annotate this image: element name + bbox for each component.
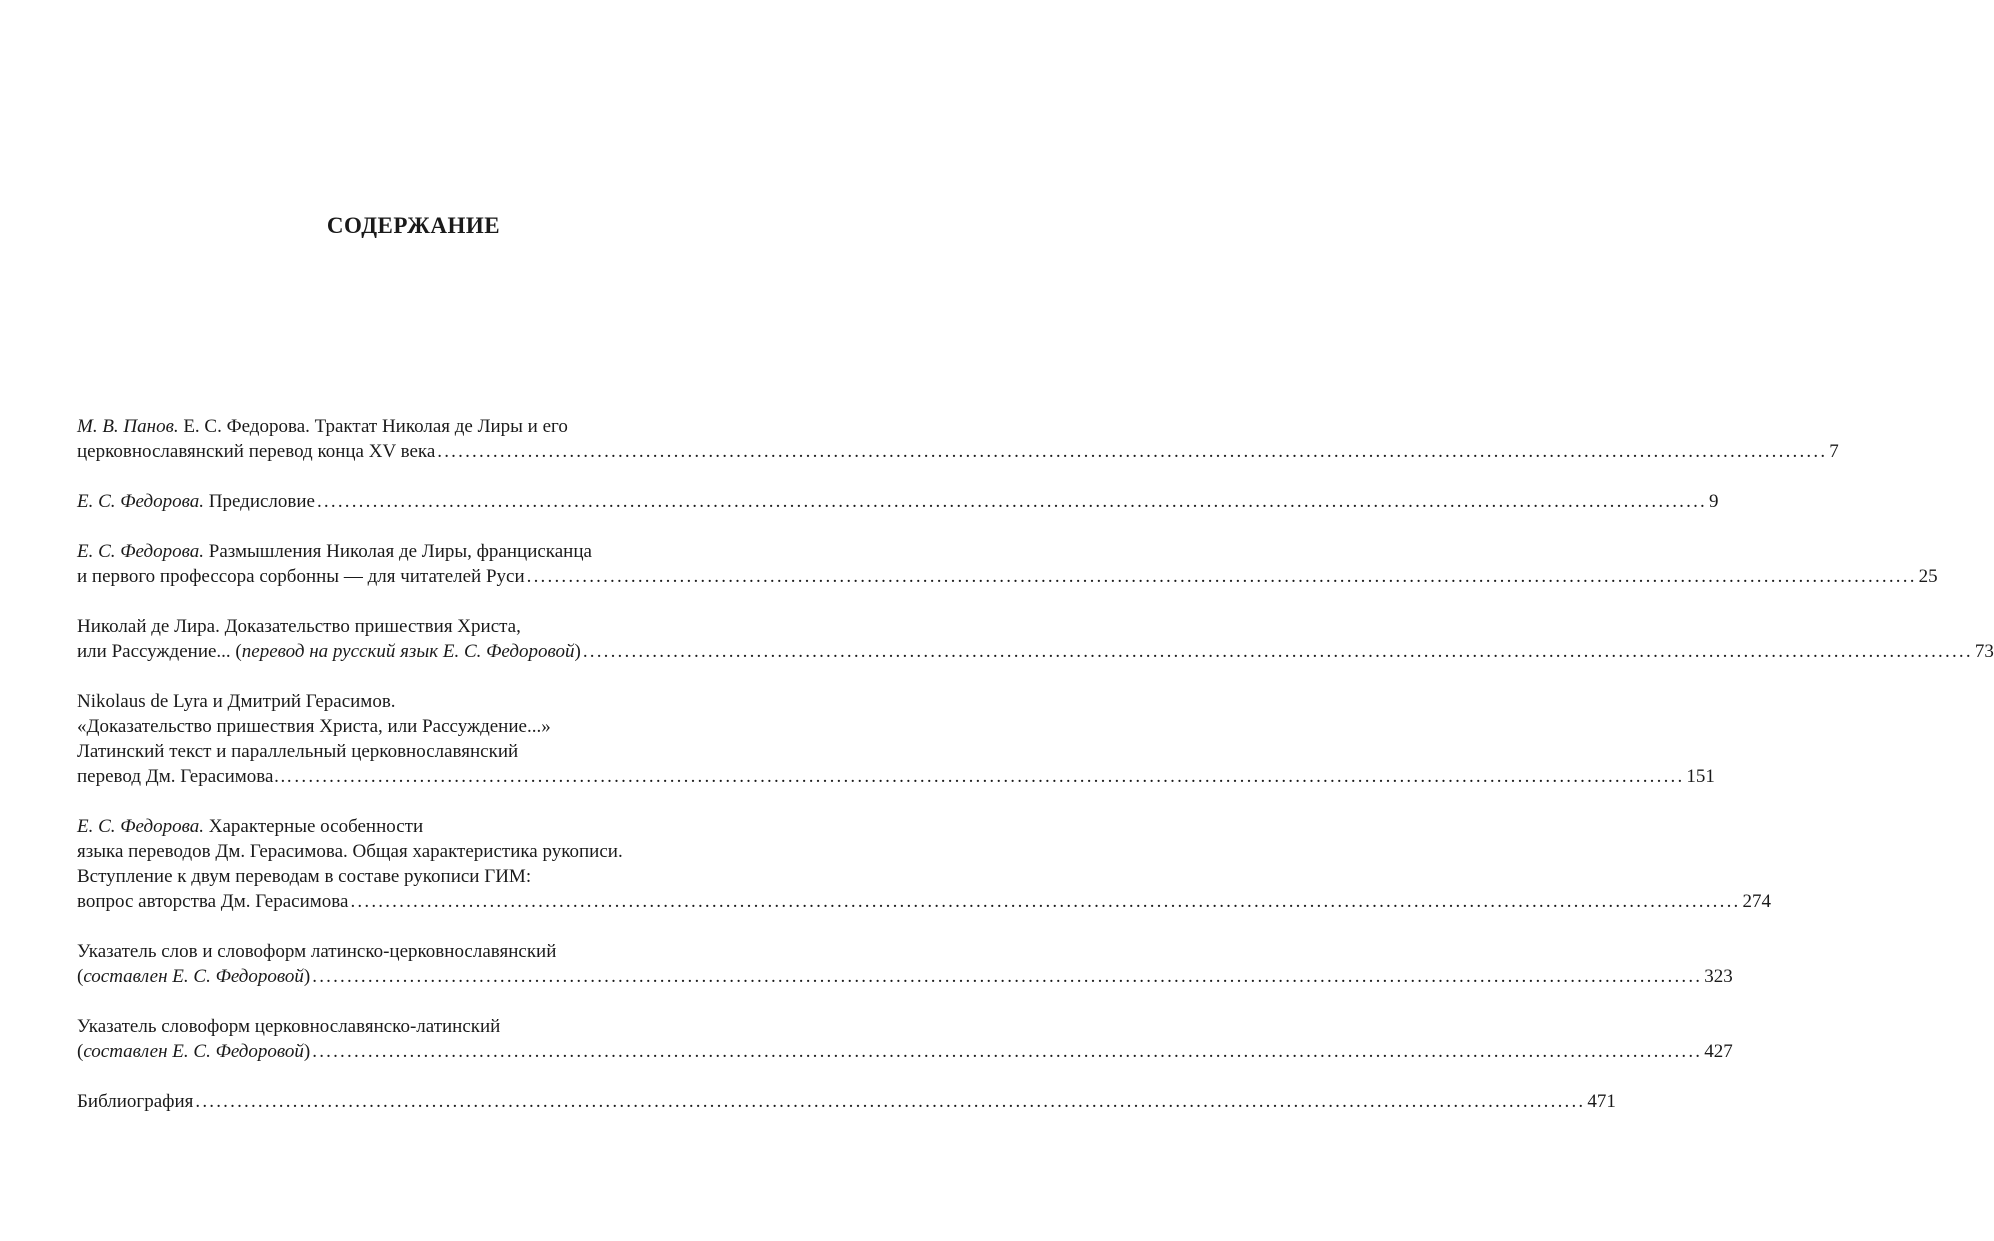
- toc-leader-dots: ........................................................................................................................................................................................................: [350, 891, 1741, 912]
- toc-text-segment: Е. С. Федорова. Трактат Николая де Лиры и его: [178, 416, 568, 437]
- toc-entry-text: [77, 816, 423, 837]
- toc-entry-line: [77, 1014, 745, 1039]
- toc-entry: [77, 614, 1994, 664]
- toc-entry: [77, 539, 1938, 589]
- toc-entry-text: [77, 1089, 193, 1114]
- toc-text-segment: Размышления Николая де Лиры, францисканца: [204, 541, 592, 562]
- toc-entry-line: [77, 764, 1715, 789]
- toc-entry-text: [77, 489, 315, 514]
- toc-entry-line: [77, 539, 745, 564]
- toc-entry-text: [77, 616, 521, 637]
- toc-text-segment: «Доказательство пришествия Христа, или Рассуждение...»: [77, 716, 551, 737]
- toc-author-italic: составлен Е. С. Федоровой: [83, 1041, 304, 1062]
- toc-entry: [77, 689, 1715, 789]
- toc-page-number: 73: [1974, 641, 1994, 662]
- toc-author-italic: М. В. Панов.: [77, 416, 179, 437]
- toc-entry-line: [77, 964, 1733, 989]
- toc-entry-text: [77, 941, 556, 962]
- toc-text-segment: церковнославянский перевод конца XV века: [77, 441, 436, 462]
- toc-entry-line: [77, 889, 1771, 914]
- toc-entry-text: [77, 741, 518, 762]
- toc-entry-text: [77, 764, 292, 789]
- toc-entry-text: [77, 416, 568, 437]
- toc-entry-line: [77, 839, 745, 864]
- toc-text-segment: Характерные особенности: [204, 816, 424, 837]
- toc-entry-line: [77, 739, 745, 764]
- toc-author-italic: Е. С. Федорова.: [77, 816, 204, 837]
- toc-entry-line: [77, 439, 1839, 464]
- toc-leader-dots: ........................................................................................................................................................................................................: [312, 966, 1703, 987]
- toc-text-segment: ): [574, 641, 581, 662]
- toc-leader-dots: ........................................................................................................................................................................................................: [582, 641, 1973, 662]
- toc-leader-dots: ........................................................................................................................................................................................................: [294, 766, 1685, 787]
- toc-text-segment: Предисловие: [204, 491, 315, 512]
- toc-entry-line: [77, 1039, 1733, 1064]
- toc-leader-dots: ........................................................................................................................................................................................................: [312, 1041, 1703, 1062]
- toc-entry-line: [77, 614, 745, 639]
- toc-page-number: 427: [1704, 1041, 1733, 1062]
- toc-text-segment: и первого профессора сорбонны — для читателей Руси: [77, 566, 525, 587]
- toc-author-italic: составлен Е. С. Федоровой: [83, 966, 304, 987]
- toc-entry: [77, 489, 1719, 514]
- toc-entry-line: [77, 489, 1719, 514]
- toc-text-segment: Nikolaus de Lyra и Дмитрий Герасимов.: [77, 691, 396, 712]
- toc-text-segment: Вступление к двум переводам в составе рукописи ГИМ:: [77, 866, 532, 887]
- toc-entry-line: [77, 814, 745, 839]
- toc-leader-dots: ........................................................................................................................................................................................................: [195, 1091, 1586, 1112]
- toc-leader-dots: ........................................................................................................................................................................................................: [316, 491, 1707, 512]
- toc-page-number: 151: [1686, 766, 1715, 787]
- toc-text-segment: Латинский текст и параллельный церковнославянский: [77, 741, 519, 762]
- toc-entry-text: [77, 866, 531, 887]
- toc-text-segment: ): [303, 966, 311, 987]
- toc-author-italic: Е. С. Федорова.: [77, 541, 204, 562]
- toc-text-segment: языка переводов Дм. Герасимова. Общая характеристика рукописи.: [77, 841, 623, 862]
- toc-text-segment: ): [303, 1041, 311, 1062]
- toc-entry: [77, 1014, 1733, 1064]
- toc-page-number: 9: [1708, 491, 1719, 512]
- toc-entry: [77, 814, 1771, 914]
- toc-entry-text: [77, 1039, 310, 1064]
- toc-page-number: 471: [1587, 1091, 1616, 1112]
- toc-leader-dots: ........................................................................................................................................................................................................: [526, 566, 1917, 587]
- toc-entry: [77, 939, 1733, 989]
- toc-entry-text: [77, 716, 551, 737]
- toc-entry: [77, 414, 1839, 464]
- page-title: СОДЕРЖАНИЕ: [326, 213, 501, 238]
- toc-text-segment: Библиография: [77, 1091, 194, 1112]
- toc-author-italic: Е. С. Федорова.: [77, 491, 204, 512]
- toc-page-number: 7: [1829, 441, 1839, 462]
- toc-text-segment: перевод Дм. Герасимова…: [77, 766, 293, 787]
- toc-entry-text: [77, 541, 592, 562]
- toc-text-segment: (: [77, 966, 84, 987]
- toc-entry-line: [77, 689, 745, 714]
- toc-text-segment: Указатель слов и словоформ латинско-церковнославянский: [77, 941, 557, 962]
- toc-page-number: 323: [1704, 966, 1733, 987]
- toc-text-segment: или Рассуждение... (: [77, 641, 242, 662]
- toc-entry-text: [77, 691, 396, 712]
- toc-entry-line: [77, 939, 745, 964]
- toc-entry-line: [77, 714, 745, 739]
- toc-text-segment: Николай де Лира. Доказательство пришествия Христа,: [77, 616, 521, 637]
- toc-text-segment: Указатель словоформ церковнославянско-латинский: [77, 1016, 501, 1037]
- toc-text-segment: вопрос авторства Дм. Герасимова: [77, 891, 349, 912]
- toc-entry-text: [77, 964, 310, 989]
- toc-entry-text: [77, 564, 525, 589]
- toc-leader-dots: ........................................................................................................................................................................................................: [437, 441, 1828, 462]
- toc-entry-text: [77, 1016, 500, 1037]
- toc-entry-line: [77, 1089, 1616, 1114]
- toc-author-italic: перевод на русский язык Е. С. Федоровой: [241, 641, 575, 662]
- toc-entry-text: [77, 639, 581, 664]
- toc-entry-line: [77, 639, 1994, 664]
- toc-entry-line: [77, 414, 745, 439]
- toc-text-segment: (: [77, 1041, 84, 1062]
- toc-entry-text: [77, 889, 348, 914]
- toc-page-number: 25: [1918, 566, 1938, 587]
- toc-entry-line: [77, 864, 745, 889]
- toc-page-number: 274: [1742, 891, 1771, 912]
- toc-entry-text: [77, 439, 435, 464]
- toc-entry: [77, 1089, 1616, 1114]
- toc-entry-line: [77, 564, 1938, 589]
- toc-entry-text: [77, 841, 623, 862]
